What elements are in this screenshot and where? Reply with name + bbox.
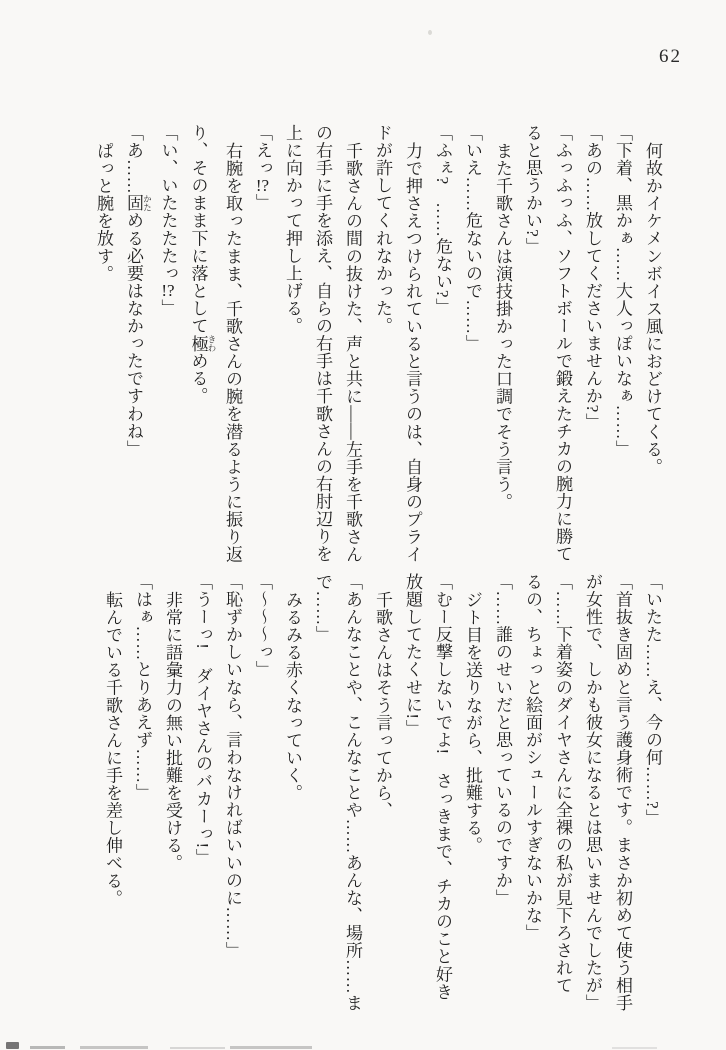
text-line: また千歌さんは演技掛かった口調でそう言う。 — [493, 142, 512, 511]
text-line: 「首抜き固めと言う護身術です。まさか初めて使う相手 — [613, 573, 632, 1012]
text-line: るの、ちょっと絵面がシュールすぎないかな」 — [523, 573, 542, 942]
text-line: 千歌さんの間の抜けた、声と共に——左手を千歌さん — [343, 142, 362, 564]
bottom-text-block — [97, 573, 667, 1031]
text-line: 「はぁ……とりあえず……」 — [133, 573, 152, 802]
text-line: 「……下着姿のダイヤさんに全裸の私が見下ろされて — [553, 573, 572, 995]
text-line: 非常に語彙力の無い批難を受ける。 — [163, 591, 182, 872]
page-number: 62 — [659, 46, 682, 67]
text-line: 力で押さえつけられていると言うのは、自身のプライ — [403, 142, 422, 564]
text-line: 何故かイケメンボイス風におどけてくる。 — [643, 142, 662, 476]
text-line: 「あの……放してくださいませんか?」 — [583, 124, 602, 431]
text-line: ると思うかい?」 — [523, 124, 542, 255]
text-line: り、そのまま下に落として極 きわめる。 — [188, 124, 217, 405]
top-text-block — [94, 124, 667, 564]
text-line: 「うーっ! ダイヤさんのバカーっ!」 — [193, 573, 212, 867]
text-line: 「い、いたたたたっ!?」 — [158, 124, 178, 317]
text-line: 「いえ……危ないので……」 — [463, 124, 482, 353]
text-line: ぱっと腕を放す。 — [94, 142, 113, 283]
text-line: 「むー反撃しないでよ! さっきまで、チカのこと好き — [433, 573, 452, 1001]
scan-mark — [80, 1046, 148, 1049]
text-line: 「えっ!?」 — [253, 124, 272, 212]
text-line: みるみる赤くなっていく。 — [283, 591, 302, 802]
text-line: 「恥ずかしいなら、言わなければいいのに……」 — [223, 573, 242, 960]
text-line: 千歌さんはそう言ってから、 — [373, 591, 392, 820]
ruby-annotated-char: 極 きわ — [188, 334, 217, 353]
text-line: 上に向かって押し上げる。 — [283, 124, 302, 335]
tate-chu-yoko: !? — [255, 176, 270, 194]
scan-mark — [230, 1046, 312, 1049]
text-line: 「あんなことや、こんなことや……あんな、場所……ま — [343, 573, 362, 1012]
scan-smudge — [428, 30, 432, 35]
scan-mark — [612, 1047, 657, 1049]
scan-mark — [170, 1047, 225, 1049]
text-line: 「……誰のせいだと思っているのですか」 — [493, 573, 512, 907]
scan-mark — [6, 1042, 19, 1049]
text-line: 右腕を取ったまま、千歌さんの腕を潜るように振り返 — [223, 142, 242, 564]
text-line: の右手に手を添え、自らの右手は千歌さんの右肘辺りを — [313, 124, 332, 563]
text-line: ドが許してくれなかった。 — [373, 124, 392, 335]
text-line: ジト目を送りながら、批難する。 — [463, 591, 482, 855]
text-line: で……」 — [313, 573, 332, 644]
text-line: 「いたた……え、今の何……?」 — [643, 573, 662, 827]
scan-mark — [30, 1046, 65, 1049]
text-line: 「ふぇ? ……危ない?」 — [433, 124, 452, 316]
text-line: 放題してたくせに!」 — [403, 573, 422, 738]
text-line: 「〜〜〜っ」 — [253, 573, 272, 679]
text-line: 「ふっふっふ、ソフトボールで鍛えたチカの腕力に勝て — [553, 124, 572, 563]
text-line: 「あ……固 かためる必要はなかったですわね」 — [124, 124, 153, 458]
ruby-annotated-char: 固 かた — [124, 194, 153, 212]
text-line: が女性で、しかも彼女になるとは思いませんでしたが」 — [583, 573, 602, 1012]
text-line: 「下着、黒かぁ……大人っぽいなぁ……」 — [613, 124, 632, 458]
text-line: 転んでいる千歌さんに手を差し伸べる。 — [103, 591, 122, 907]
tate-chu-yoko: !? — [161, 281, 175, 299]
